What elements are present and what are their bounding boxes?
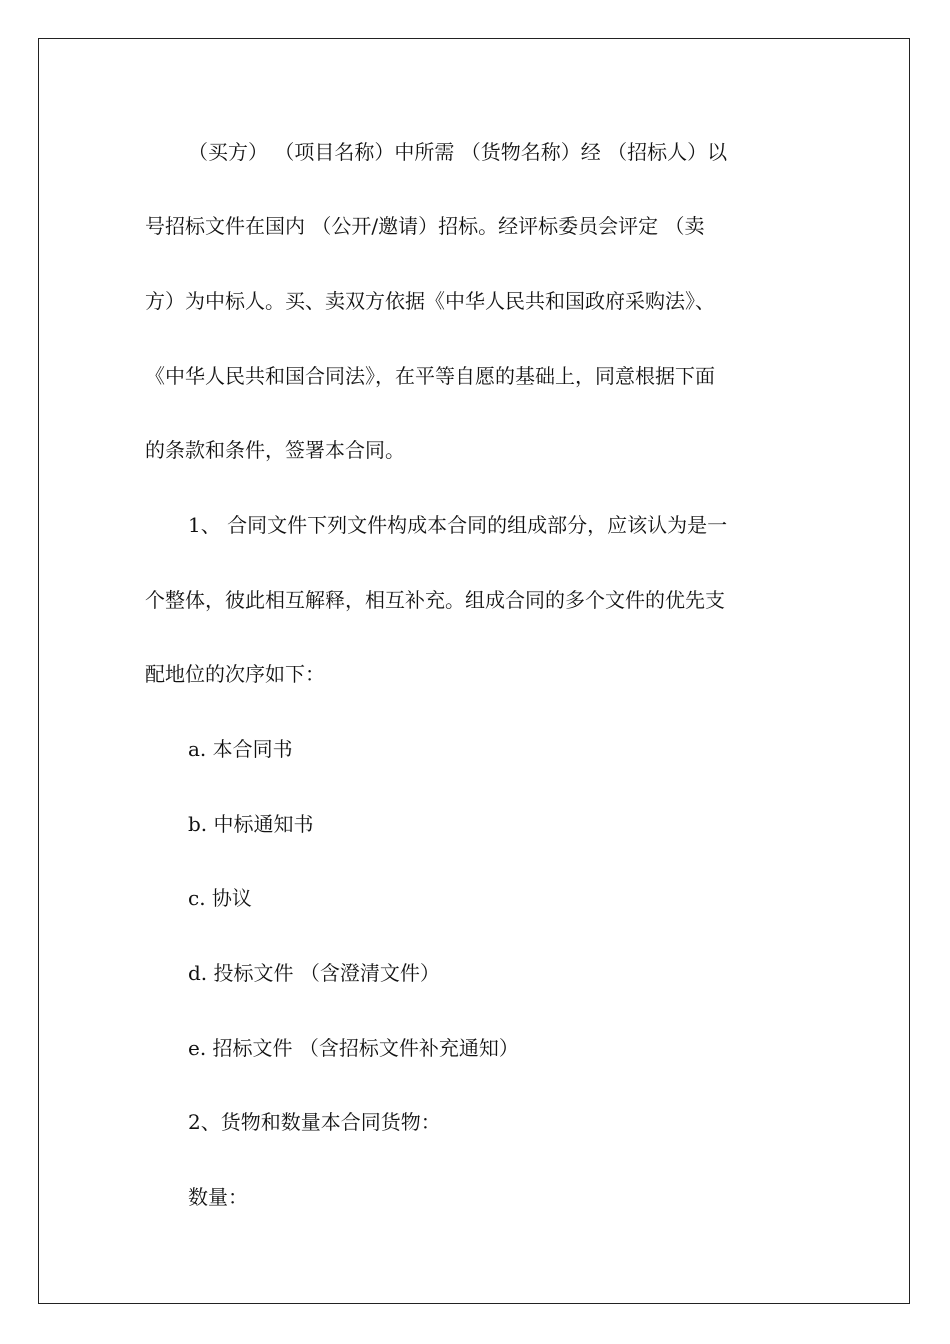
section-2-heading: 2、货物和数量本合同货物： (188, 1110, 441, 1134)
list-item-c: c. 协议 (188, 886, 252, 910)
paragraph-1-line-2: 号招标文件在国内 （公开/邀请）招标。经评标委员会评定 （卖 (145, 214, 705, 238)
list-item-d: d. 投标文件 （含澄清文件） (188, 961, 440, 985)
paragraph-1-line-1: （买方） （项目名称）中所需 （货物名称）经 （招标人）以 (188, 140, 728, 164)
paragraph-2-line-1: 1、 合同文件下列文件构成本合同的组成部分，应该认为是一 (188, 513, 728, 537)
paragraph-1-line-5: 的条款和条件，签署本合同。 (145, 438, 405, 462)
paragraph-2-line-3: 配地位的次序如下： (145, 662, 325, 686)
paragraph-1-line-3: 方）为中标人。买、卖双方依据《中华人民共和国政府采购法》、 (145, 289, 715, 313)
list-item-e: e. 招标文件 （含招标文件补充通知） (188, 1036, 519, 1060)
list-item-b: b. 中标通知书 (188, 812, 314, 836)
paragraph-1-line-4: 《中华人民共和国合同法》，在平等自愿的基础上，同意根据下面 (145, 364, 715, 388)
list-item-a: a. 本合同书 (188, 737, 293, 761)
quantity-label: 数量： (188, 1185, 248, 1209)
paragraph-2-line-2: 个整体，彼此相互解释，相互补充。组成合同的多个文件的优先支 (145, 588, 725, 612)
